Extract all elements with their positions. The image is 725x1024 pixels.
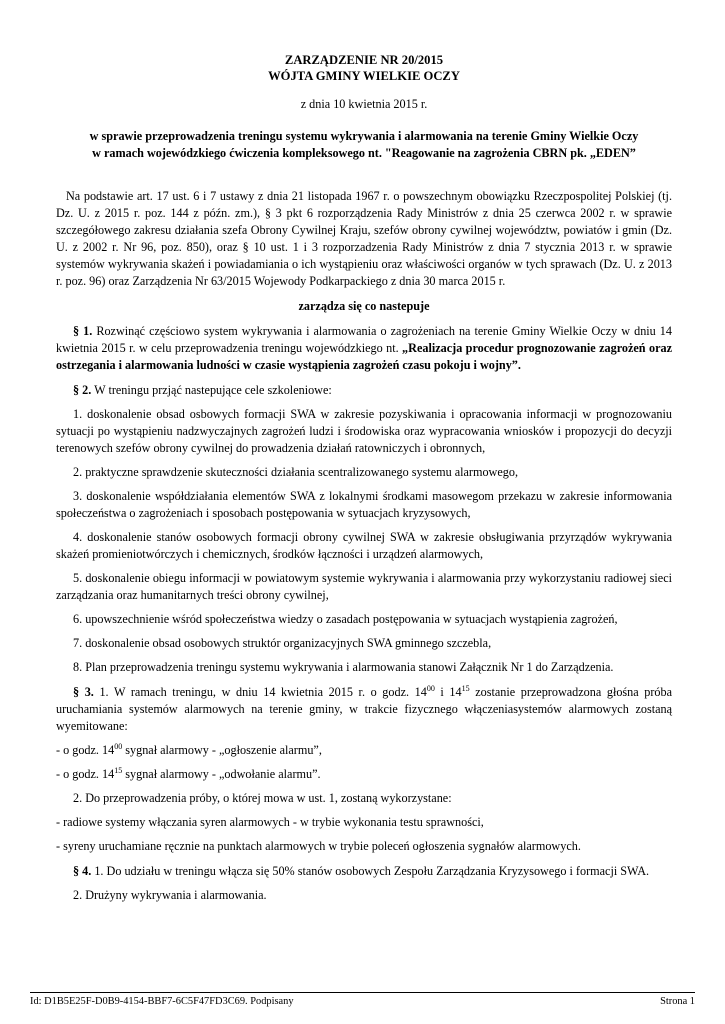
- title-line-1: ZARZĄDZENIE NR 20/2015: [284, 53, 444, 67]
- document-title: [56, 52, 672, 84]
- section-3-sup-b: 15: [461, 684, 470, 693]
- document-id: Id: D1B5E25F-D0B9-4154-BBF7-6C5F47FD3C69. Podpisany: [30, 996, 294, 1007]
- section-1-bold-text: „Realizacja procedur prognozowanie zagrożeń oraz ostrzegania i alarmowania ludności w czasie wystąpienia zagrożeń czasu pokoju i wojny”.: [56, 341, 672, 372]
- dash-item-alarm-on: [56, 742, 672, 759]
- document-subject: [56, 128, 672, 162]
- section-4: [56, 863, 672, 880]
- section-2-mark: § 2.: [73, 383, 92, 397]
- list-item: 2. praktyczne sprawdzenie skuteczności działania scentralizowanego systemu alarmowego,: [73, 465, 519, 479]
- section-4-mark: § 4.: [73, 864, 92, 878]
- decree-heading: zarządza się co nastepuje: [298, 299, 430, 313]
- page-footer: [30, 995, 695, 1008]
- section-1-text: Rozwinąć częściowo system wykrywania i alarmowania o zagrożeniach na terenie Gminy Wielkie Oczy w dniu 14 kwietnia 2015 r. w celu przeprowadzenia treningu wojewódzkiego nt.: [56, 324, 672, 355]
- dash-2-sup: 15: [114, 766, 123, 775]
- dash-1-sup: 00: [114, 742, 123, 751]
- section-1-mark: § 1.: [73, 324, 93, 338]
- list-item: 6. upowszechnienie wśród społeczeństwa wiedzy o zasadach postępowania w sytuacjach wystąpienia zagrożeń,: [73, 612, 618, 626]
- subject-line-1: w sprawie przeprowadzenia treningu systemu wykrywania i alarmowania na terenie Gminy Wielkie Oczy: [89, 129, 639, 143]
- legal-basis-paragraph: Na podstawie art. 17 ust. 6 i 7 ustawy z dnia 21 listopada 1967 r. o powszechnym obowiązku Rzeczpospolitej Polskiej (tj. Dz. U. z 2015 r. poz. 144 z późn. zm.), § 3 pkt 6 rozporządzenia Rady Ministrów z dnia 25 czerwca 2002 r. w sprawie szczegółowego zakresu działania szefa Obrony Cywilnej Kraju, szefów obrony cywilnej województw, powiatów i gmin (Dz. U. z 2002 r. Nr 96, poz. 850), oraz § 10 ust. 1 i 3 rozporzadzenia Rady Ministrów z dnia 7 stycznia 2013 r. w sprawie systemów wykrywania skażeń i powiadamiania o ich wystąpieniu oraz właściwości organów w tych sprawach (Dz. U. z 2013 r. poz. 96) oraz Zarządzenia Nr 63/2015 Wojewody Podkarpackiego z dnia 30 marca 2015 r.: [56, 189, 672, 288]
- document-date: z dnia 10 kwietnia 2015 r.: [300, 97, 428, 111]
- section-3-text-b: i 14: [434, 685, 462, 699]
- title-line-2: WÓJTA GMINY WIELKIE OCZY: [268, 69, 460, 83]
- section-3-sup-a: 00: [426, 684, 435, 693]
- dash-1-text-a: - o godz. 14: [56, 743, 115, 757]
- dash-item-manual: - syreny uruchamiane ręcznie na punktach alarmowych w trybie poleceń ogłoszenia sygnałów alarmowych.: [56, 839, 581, 853]
- list-item: 7. doskonalenie obsad osobowych struktór organizacyjnych SWA gminnego szczebla,: [73, 636, 492, 650]
- dash-item-radio: - radiowe systemy włączania syren alarmowych - w trybie wykonania testu sprawności,: [56, 815, 484, 829]
- section-4-text: 1. Do udziału w treningu włącza się 50% stanów osobowych Zespołu Zarządzania Kryzysowego i formacji SWA.: [94, 864, 650, 878]
- section-1: [56, 323, 672, 374]
- section-3-text-a: 1. W ramach treningu, w dniu 14 kwietnia 2015 r. o godz. 14: [99, 685, 427, 699]
- dash-item-alarm-off: [56, 766, 672, 783]
- dash-1-text-b: sygnał alarmowy - „ogłoszenie alarmu”,: [122, 743, 322, 757]
- footer-divider: [30, 992, 695, 993]
- document-page: [56, 52, 672, 904]
- section-3-paragraph-2: 2. Do przeprowadzenia próby, o której mowa w ust. 1, zostaną wykorzystane:: [73, 791, 452, 805]
- dash-2-text-a: - o godz. 14: [56, 767, 115, 781]
- list-item: 5. doskonalenie obiegu informacji w powiatowym systemie wykrywania i alarmowania przy wykorzystaniu radiowej sieci zarządzania oraz humanitarnych treści obrony cywilnej,: [56, 571, 672, 602]
- list-item: 3. doskonalenie współdziałania elementów SWA z lokalnymi środkami masowegom przekazu w zakresie informowania społeczeństwa o zagrożeniach i sposobach postępowania w sytuacjach kryzysowych,: [56, 489, 672, 520]
- section-4-paragraph-2: 2. Drużyny wykrywania i alarmowania.: [73, 888, 267, 902]
- list-item: 1. doskonalenie obsad osbowych formacji SWA w zakresie pozyskiwania i opracowania informacji w prognozowaniu sytuacji po wystąpieniu nadzwyczajnych zagrożeń ludzi i środowiska oraz wypracowania wniosków i propozycji do decyzji terenowych szefów obrony cywilnej do prowadzenia działań ratowniczych i obronnych,: [56, 407, 672, 455]
- list-item: 4. doskonalenie stanów osobowych formacji obrony cywilnej SWA w zakresie obsługiwania przyrządów wykrywania skażeń promieniotwórczych i chemicznych, środków łączności i urządzeń alarmowych,: [56, 530, 672, 561]
- section-3-text-c: zostanie przeprowadzona głośna próba uruchamiania systemów alarmowych na terenie gminy, w trakcie fizycznego włączeniasystemów alarmowych zostaną wyemitowane:: [56, 685, 673, 733]
- section-3-mark: § 3.: [73, 685, 94, 699]
- section-2: [56, 382, 672, 399]
- dash-2-text-b: sygnał alarmowy - „odwołanie alarmu”.: [122, 767, 321, 781]
- page-number: Strona 1: [660, 996, 695, 1007]
- section-3: [56, 684, 672, 735]
- section-2-text: W treningu przjąć nastepujące cele szkoleniowe:: [94, 383, 332, 397]
- subject-line-2: w ramach wojewódzkiego ćwiczenia kompleksowego nt. "Reagowanie na zagrożenia CBRN pk. „EDEN”: [92, 146, 636, 160]
- list-item: 8. Plan przeprowadzenia treningu systemu wykrywania i alarmowania stanowi Załącznik Nr 1 do Zarządzenia.: [73, 660, 614, 674]
